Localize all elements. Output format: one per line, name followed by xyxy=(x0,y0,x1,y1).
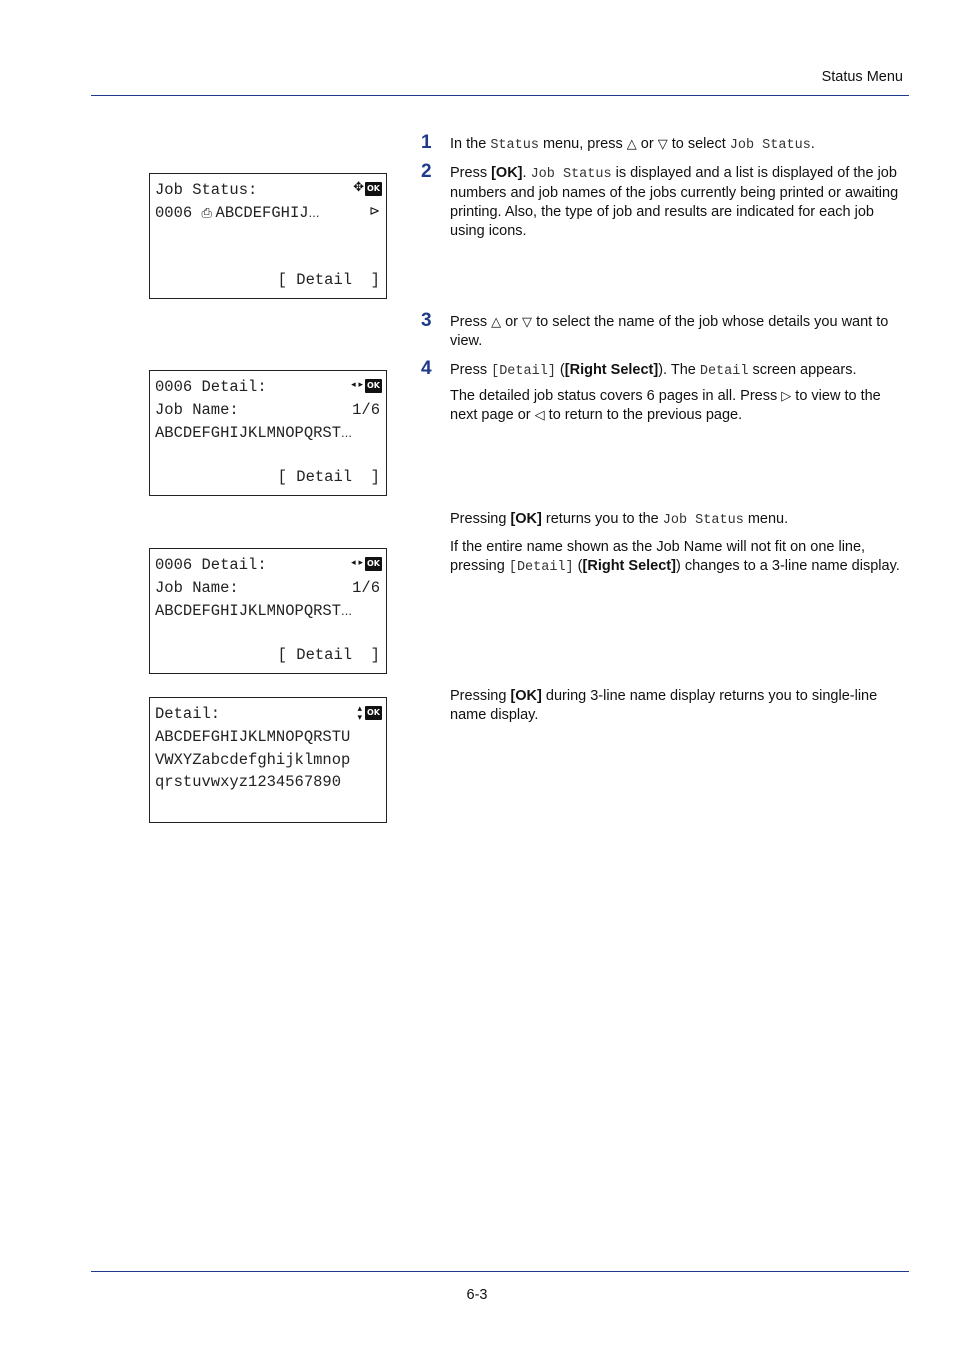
header-title: Status Menu xyxy=(821,69,903,85)
lcd-screen-job-status xyxy=(149,173,387,299)
step-number-1: 1 xyxy=(421,132,432,153)
step-1-text: In the Status menu, press △ or ▽ to select Job Status. xyxy=(450,136,815,153)
job-name-value: ABCDEFGHIJKLMNOPQRST… xyxy=(155,602,353,620)
step-4-text: Press [Detail] ([Right Select]). The Detail screen appears. xyxy=(450,362,857,379)
step-2-text: Press [OK]. Job Status is displayed and a list is displayed of the job numbers and job names of the jobs currently being printed or awaiting printing. Also, the type of job and results are indicated for each job using icons. xyxy=(450,165,899,239)
lcd-title: 0006 Detail: xyxy=(155,556,267,574)
four-way-arrow-icon: ✥ xyxy=(353,180,364,195)
job-name-label: Job Name: xyxy=(155,401,239,419)
name-line-3: qrstuvwxyz1234567890 xyxy=(155,773,342,791)
ellipsis-icon: … xyxy=(308,207,320,220)
down-triangle-icon: ▽ xyxy=(657,137,668,152)
ok-key-icon: OK xyxy=(365,379,382,393)
step-number-3: 3 xyxy=(421,310,432,331)
lcd-screen-detail xyxy=(149,370,387,496)
detail-softkey: [ Detail ] xyxy=(277,468,380,486)
ellipsis-icon: … xyxy=(341,427,353,440)
up-down-arrow-icon: ▴ ▾ xyxy=(357,704,362,723)
header-rule xyxy=(91,95,909,96)
detail-softkey: [ Detail ] xyxy=(277,271,380,289)
step-number-4: 4 xyxy=(421,358,432,379)
detail-softkey: [ Detail ] xyxy=(277,646,380,664)
ok-return-note: Pressing [OK] returns you to the Job Status menu. xyxy=(450,511,789,528)
left-triangle-icon: ◁ xyxy=(534,408,545,423)
ok-single-line-note: Pressing [OK] during 3-line name display returns you to single-line name display. xyxy=(450,688,878,723)
processing-icon: ⊳ xyxy=(369,204,380,219)
lcd-screen-three-line-name xyxy=(149,697,387,823)
step-3-text: Press △ or ▽ to select the name of the job whose details you want to view. xyxy=(450,314,889,349)
lcd-title: Job Status: xyxy=(155,181,258,199)
down-triangle-icon: ▽ xyxy=(522,315,533,330)
print-job-icon: ⎙ xyxy=(201,206,212,221)
lcd-title: Detail: xyxy=(155,705,221,723)
job-number: 0006 xyxy=(155,204,193,222)
job-name-value: ABCDEFGHIJKLMNOPQRST… xyxy=(155,424,353,442)
left-right-arrow-icon: ◂ ▸ xyxy=(351,558,363,568)
ok-key-icon: OK xyxy=(365,557,382,571)
lcd-screen-detail-repeat xyxy=(149,548,387,674)
job-name-label: Job Name: xyxy=(155,579,239,597)
up-triangle-icon: △ xyxy=(491,315,502,330)
left-right-arrow-icon: ◂ ▸ xyxy=(351,380,363,390)
ok-key-icon: OK xyxy=(365,182,382,196)
page-indicator: 1/6 xyxy=(352,579,380,597)
pages-note: The detailed job status covers 6 pages in all. Press ▷ to view to the next page or ◁ to return to the previous page. xyxy=(450,388,881,423)
lcd-title: 0006 Detail: xyxy=(155,378,267,396)
up-triangle-icon: △ xyxy=(626,137,637,152)
ok-key-icon: OK xyxy=(365,706,382,720)
name-line-1: ABCDEFGHIJKLMNOPQRSTU xyxy=(155,728,351,746)
page-indicator: 1/6 xyxy=(352,401,380,419)
footer-rule xyxy=(91,1271,909,1272)
three-line-note: If the entire name shown as the Job Name will not fit on one line, pressing [Detail] ([Right Select]) changes to a 3-line name display. xyxy=(450,539,900,575)
right-triangle-icon: ▷ xyxy=(781,389,792,404)
name-line-2: VWXYZabcdefghijklmnop xyxy=(155,751,351,769)
job-name: ABCDEFGHIJ xyxy=(215,204,309,222)
step-number-2: 2 xyxy=(421,161,432,182)
job-list-row xyxy=(155,203,320,223)
page-number: 6-3 xyxy=(466,1287,488,1303)
ellipsis-icon: … xyxy=(341,605,353,618)
